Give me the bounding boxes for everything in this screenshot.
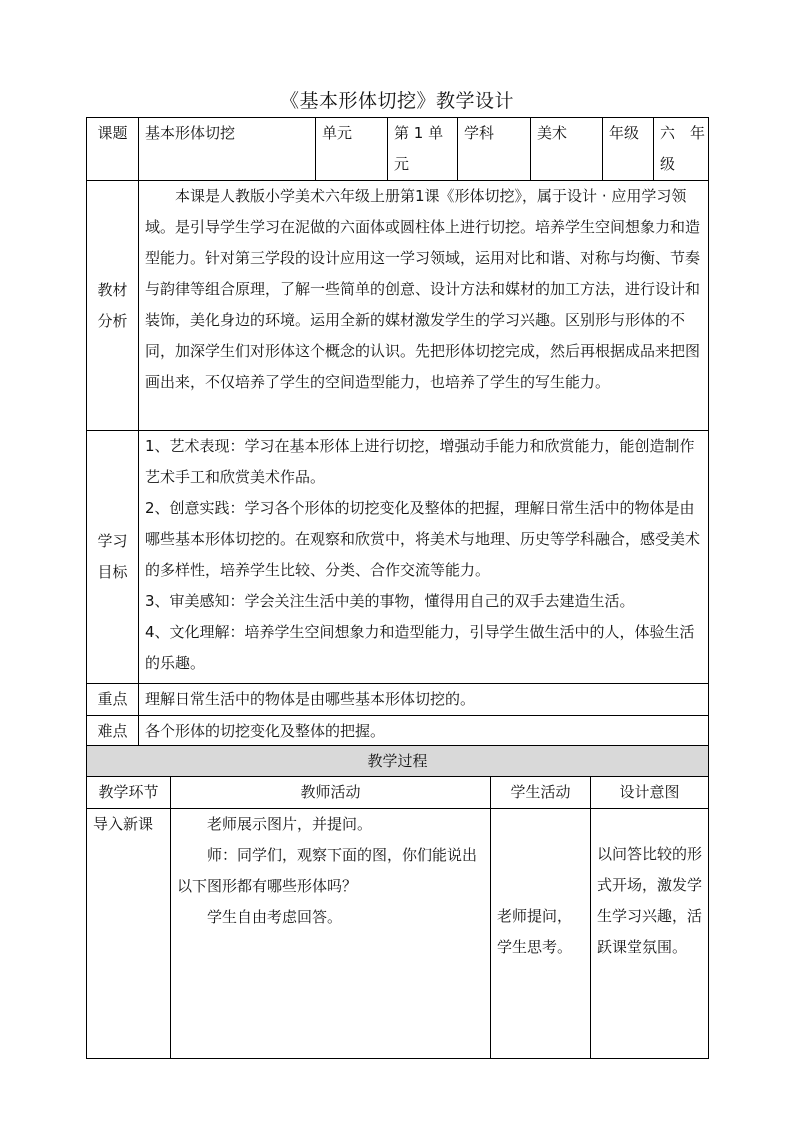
grade-label: 年级: [603, 118, 654, 181]
teacher-line: 老师展示图片，并提问。: [207, 815, 373, 833]
goals-label-line1: 学习: [97, 532, 128, 550]
analysis-label-line1: 教材: [97, 280, 128, 299]
key-point-row: [87, 684, 709, 716]
goals-label-line2: 目标: [97, 563, 128, 581]
analysis-row: [87, 181, 709, 431]
unit-label: 单元: [316, 118, 388, 181]
unit-value-line2: 元: [394, 155, 410, 173]
goal-item: 3、审美感知：学会关注生活中美的事物，懂得用自己的双手去建造生活。: [145, 592, 635, 610]
difficulty-label: 难点: [87, 716, 139, 748]
key-point-text: 理解日常生活中的物体是由哪些基本形体切挖的。: [139, 684, 709, 716]
goal-item: 1、艺术表现：学习在基本形体上进行切挖，增强动手能力和欣赏能力，能创造制作艺术手工和欣赏美术作品。: [145, 437, 695, 486]
subject-value: 美术: [531, 118, 603, 181]
header-stage: 教学环节: [87, 777, 171, 809]
process-row: [87, 809, 709, 1059]
intent-cell: 以问答比较的形式开场，激发学生学习兴趣，活跃课堂氛围。: [591, 809, 709, 1059]
teacher-line: 师：同学们，观察下面的图，你们能说出以下图形都有哪些形体吗？: [177, 846, 478, 895]
grade-value-line2: 级: [660, 155, 676, 173]
subject-label: 学科: [458, 118, 531, 181]
grade-value-line1: 六 年: [660, 124, 706, 142]
header-teacher: 教师活动: [171, 777, 491, 809]
process-title: 教学过程: [87, 746, 709, 777]
process-table: [86, 745, 709, 1059]
document-title: 《基本形体切挖》教学设计: [279, 90, 514, 112]
analysis-text: 本课是人教版小学美术六年级上册第1课《形体切挖》，属于设计 · 应用学习领域。是引导学生学习在泥做的六面体或圆柱体上进行切挖。培养学生空间想象力和造型能力。针对第三学段的设计应用这一学习领域，运用对比和谐、对称与均衡、节奏与韵律等组合原理，了解一些简单的创意、设计方法和媒材的加工方法，进行设计和装饰，美化身边的环境。运用全新的媒材激发学生的学习兴趣。区别形与形体的不同，加深学生们对形体这个概念的认识。先把形体切挖完成，然后再根据成品来把图画出来，不仅培养了学生的空间造型能力，也培养了学生的写生能力。: [139, 181, 709, 431]
process-header-row: [87, 777, 709, 809]
student-cell: 老师提问，学生思考。: [491, 809, 591, 1059]
difficulty-row: [87, 716, 709, 748]
goals-list: [139, 431, 709, 684]
info-table: [86, 117, 709, 748]
stage-cell: 导入新课: [87, 809, 171, 1059]
teacher-line: 学生自由考虑回答。: [207, 908, 343, 926]
goal-item: 2、创意实践：学习各个形体的切挖变化及整体的把握，理解日常生活中的物体是由哪些基本形体切挖的。在观察和欣赏中，将美术与地理、历史等学科融合，感受美术的多样性，培养学生比较、分类、合作交流等能力。: [145, 499, 701, 579]
analysis-label: [87, 181, 139, 431]
analysis-label-line2: 分析: [97, 311, 128, 330]
header-intent: 设计意图: [591, 777, 709, 809]
goals-row: [87, 431, 709, 684]
key-point-label: 重点: [87, 684, 139, 716]
course-label: 课题: [87, 118, 139, 181]
grade-value: [654, 118, 709, 181]
goal-item: 4、文化理解：培养学生空间想象力和造型能力，引导学生做生活中的人，体验生活的乐趣。: [145, 623, 695, 672]
unit-value-line1: 第 1 单: [394, 124, 444, 142]
unit-value: [388, 118, 458, 181]
difficulty-text: 各个形体的切挖变化及整体的把握。: [139, 716, 709, 748]
header-student: 学生活动: [491, 777, 591, 809]
course-value: 基本形体切挖: [139, 118, 316, 181]
goals-label: [87, 431, 139, 684]
process-title-row: [87, 746, 709, 777]
teacher-cell: [171, 809, 491, 1059]
course-row: [87, 118, 709, 181]
